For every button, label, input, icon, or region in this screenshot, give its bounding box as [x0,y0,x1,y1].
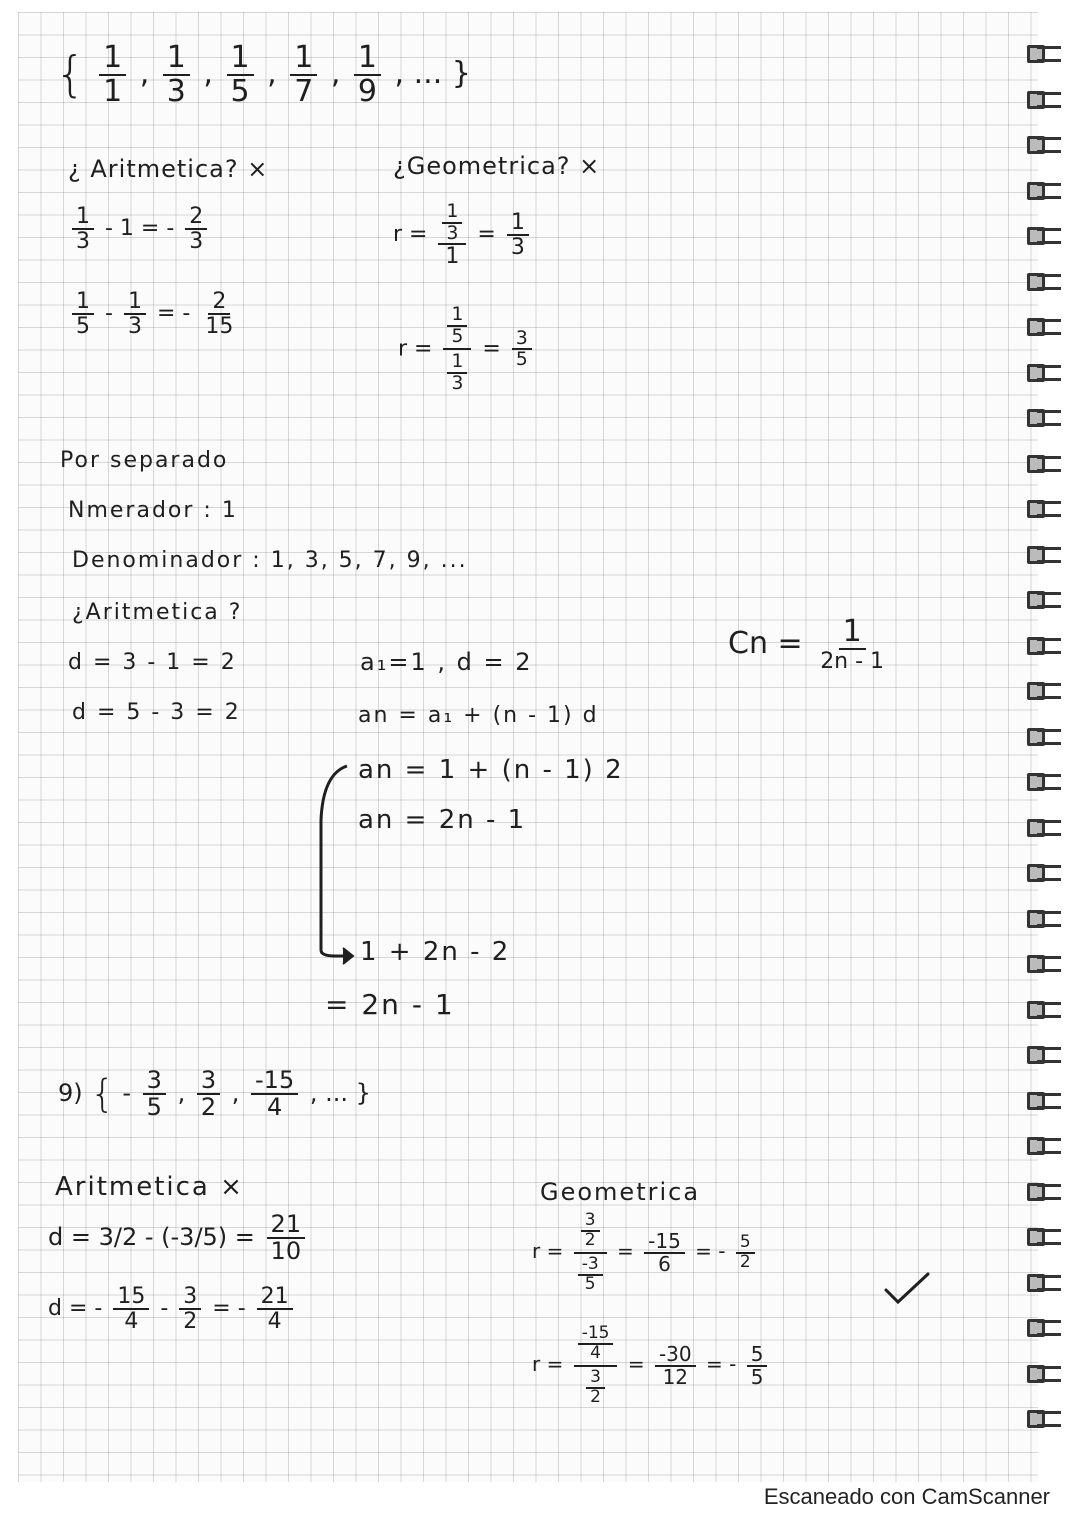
spiral-ring [1025,1087,1063,1109]
arit-step-1: $\frac{1}{3}$ - 1 = - $\frac{2}{3}$ [68,205,211,253]
spiral-ring [1025,268,1063,290]
spiral-ring [1025,1178,1063,1200]
question-geometrica: ¿Geometrica? × [393,152,601,180]
denominador-line: Denominador : 1, 3, 5, 7, 9, ... [72,548,468,573]
numerador-line: Nmerador : 1 [68,498,238,523]
spiral-ring [1025,131,1063,153]
question-aritmetica: ¿ Aritmetica? × [68,155,269,183]
spiral-ring [1025,1314,1063,1336]
spiral-ring [1025,950,1063,972]
arit-difference-2: d = - $\frac{15}{4}$ - $\frac{3}{2}$ = - $\frac{21}{4}$ [48,1285,297,1333]
difference-1: d = 3 - 1 = 2 [68,650,237,675]
expansion-line: 1 + 2n - 2 [360,937,511,967]
spiral-ring [1025,586,1063,608]
geo-ratio-1: r = $\frac{\frac{3}{2}}{\frac{-3}{5}}$ = $\frac{-15}{6}$ = - $\frac{5}{2}$ [532,1212,759,1293]
substitution-2: an = 2n - 1 [358,805,527,835]
arit-step-2: $\frac{1}{5}$ - $\frac{1}{3}$ = - $\frac{2}{15}$ [68,290,241,338]
spiral-binding [1025,40,1069,1460]
spiral-ring [1025,814,1063,836]
result-line: = 2n - 1 [325,988,455,1021]
spiral-ring [1025,1041,1063,1063]
spiral-ring [1025,1223,1063,1245]
spiral-ring [1025,222,1063,244]
spiral-ring [1025,450,1063,472]
spiral-ring [1025,905,1063,927]
spiral-ring [1025,1360,1063,1382]
por-separado-heading: Por separado [60,448,229,473]
spiral-ring [1025,632,1063,654]
geometrica-label: Geometrica [540,1178,701,1206]
arit-difference-1: d = 3/2 - (-3/5) = $\frac{21}{10}$ [48,1212,309,1264]
spiral-ring [1025,1405,1063,1427]
footer-watermark: Escaneado con CamScanner [763,1484,1050,1509]
difference-2: d = 5 - 3 = 2 [72,700,241,725]
spiral-ring [1025,404,1063,426]
spiral-ring [1025,313,1063,335]
sequence-1: { $\frac{1}{1}$ , $\frac{1}{3}$ , $\frac{1}{5}$ , $\frac{1}{7}$ , $\frac{1}{9}$ , ... } [55,40,471,109]
checkmark-icon [882,1270,932,1306]
spiral-ring [1025,859,1063,881]
bracket-arrow [305,760,365,970]
spiral-ring [1025,996,1063,1018]
spiral-ring [1025,359,1063,381]
spiral-ring [1025,723,1063,745]
geo-step-2: r = $\frac{\frac{1}{5}}{\frac{1}{3}}$ = $\frac{3}{5}$ [398,305,536,394]
spiral-ring [1025,1269,1063,1291]
spiral-ring [1025,768,1063,790]
cn-formula: Cn = $\frac{1}{2n - 1}$ [728,614,885,674]
sequence-9: 9) { - $\frac{3}{5}$ , $\frac{3}{2}$ , $\frac{-15}{4}$ , ... } [58,1066,371,1122]
spiral-ring [1025,541,1063,563]
spiral-ring [1025,177,1063,199]
question-aritmetica-2: ¿Aritmetica ? [72,600,243,625]
aritmetica-label: Aritmetica × [55,1172,244,1202]
geo-step-1: r = $\frac{\frac{1}{3}}{1}$ = $\frac{1}{3}$ [393,202,533,268]
geo-ratio-2: r = $\frac{\frac{-15}{4}}{\frac{3}{2}}$ = $\frac{-30}{12}$ = - $\frac{5}{5}$ [532,1325,771,1406]
spiral-ring [1025,86,1063,108]
spiral-ring [1025,40,1063,62]
spiral-ring [1025,495,1063,517]
spiral-ring [1025,677,1063,699]
substitution-1: an = 1 + (n - 1) 2 [358,755,624,785]
general-formula: an = a₁ + (n - 1) d [358,703,599,728]
spiral-ring [1025,1132,1063,1154]
first-term-line: a₁=1 , d = 2 [360,648,533,676]
